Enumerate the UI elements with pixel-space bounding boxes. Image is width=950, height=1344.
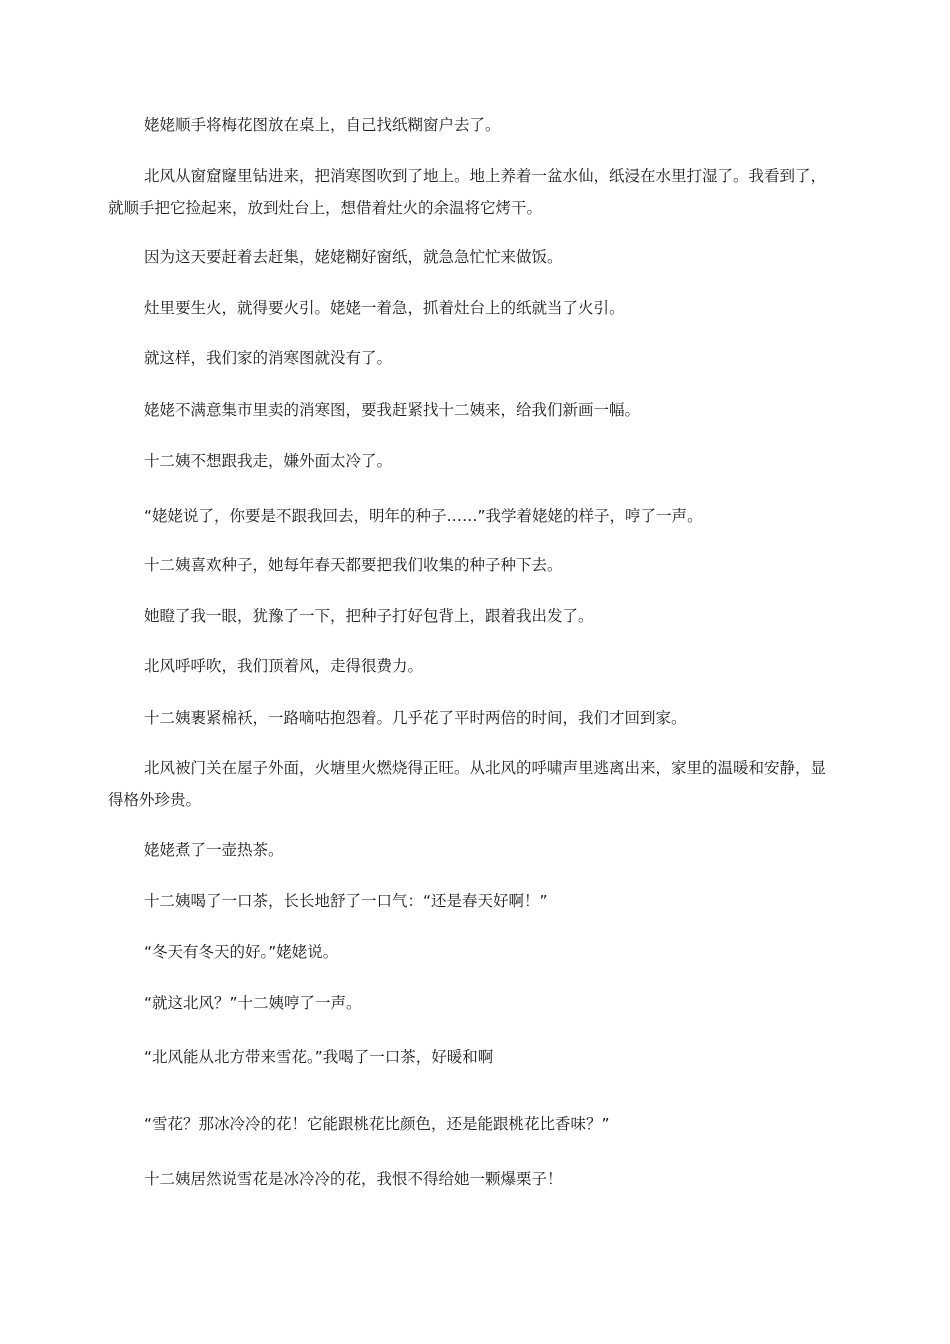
paragraph-3: 因为这天要赶着去赶集，姥姥糊好窗纸，就急急忙忙来做饭。: [144, 248, 563, 266]
paragraph-6: 姥姥不满意集市里卖的消寒图，要我赶紧找十二姨来，给我们新画一幅。: [144, 401, 641, 419]
paragraph-19: “雪花？那冰冷冷的花！它能跟桃花比颜色，还是能跟桃花比香味？”: [144, 1115, 610, 1133]
paragraph-20: 十二姨居然说雪花是冰冷冷的花，我恨不得给她一颗爆栗子！: [144, 1170, 563, 1188]
paragraph-16: “冬天有冬天的好。”姥姥说。: [144, 943, 339, 961]
paragraph-17: “就这北风？”十二姨哼了一声。: [144, 994, 362, 1012]
paragraph-2: 北风从窗窟窿里钻进来，把消寒图吹到了地上。地上养着一盆水仙，纸浸在水里打湿了。我看到了，就顺手把它捡起来，放到灶台上，想借着灶火的余温将它烤干。: [108, 167, 827, 217]
paragraph-12: 十二姨裹紧棉袄，一路嘀咕抱怨着。几乎花了平时两倍的时间，我们才回到家。: [144, 709, 687, 727]
paragraph-1: 姥姥顺手将梅花图放在桌上，自己找纸糊窗户去了。: [144, 116, 501, 134]
paragraph-13: 北风被门关在屋子外面，火塘里火燃烧得正旺。从北风的呼啸声里逃离出来，家里的温暖和安静，显得格外珍贵。: [108, 759, 827, 809]
paragraph-8: “姥姥说了，你要是不跟我回去，明年的种子……”我学着姥姥的样子，哼了一声。: [144, 507, 703, 525]
paragraph-4: 灶里要生火，就得要火引。姥姥一着急，抓着灶台上的纸就当了火引。: [144, 299, 625, 317]
paragraph-5: 就这样，我们家的消寒图就没有了。: [144, 349, 393, 367]
paragraph-7: 十二姨不想跟我走，嫌外面太冷了。: [144, 452, 393, 470]
paragraph-18: “北风能从北方带来雪花。”我喝了一口茶，好暖和啊: [144, 1048, 494, 1066]
paragraph-15: 十二姨喝了一口茶，长长地舒了一口气：“还是春天好啊！”: [144, 892, 548, 910]
paragraph-14: 姥姥煮了一壶热茶。: [144, 841, 284, 859]
paragraph-9: 十二姨喜欢种子，她每年春天都要把我们收集的种子种下去。: [144, 556, 563, 574]
paragraph-10: 她瞪了我一眼，犹豫了一下，把种子打好包背上，跟着我出发了。: [144, 607, 594, 625]
paragraph-11: 北风呼呼吹，我们顶着风，走得很费力。: [144, 657, 424, 675]
